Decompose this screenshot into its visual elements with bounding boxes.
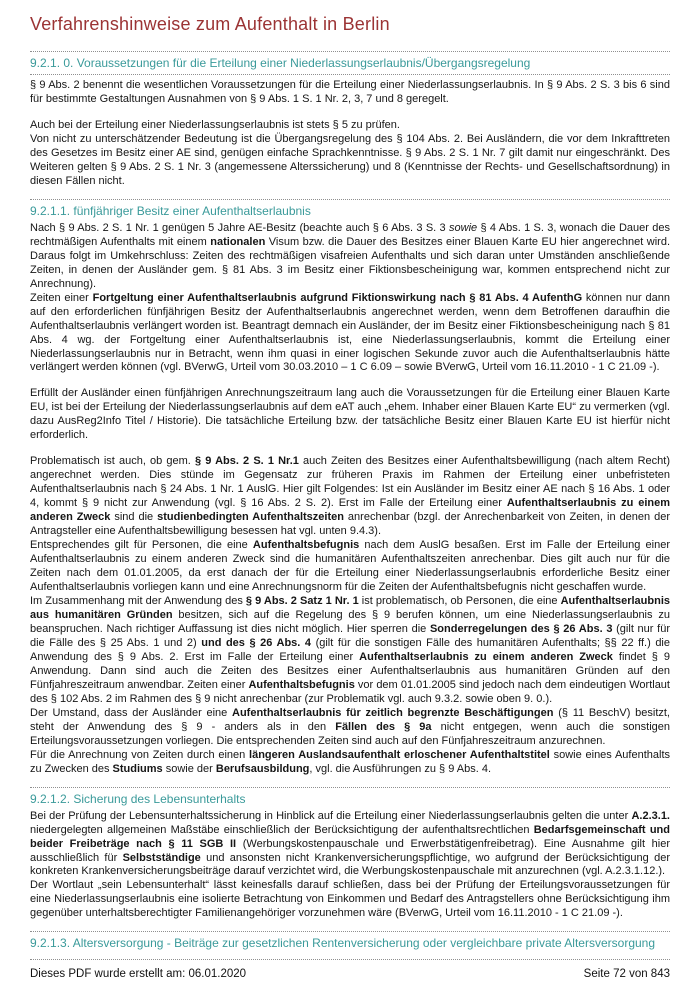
text: sowie der — [162, 762, 216, 775]
bold-text: Studiums — [112, 762, 163, 775]
page-footer — [30, 959, 670, 990]
paragraph — [30, 119, 670, 133]
paragraph — [30, 387, 670, 443]
text: (Werbungskostenpauschale und Erwerbstätigenfreibetrag). Eine Ausnahme gilt hier ausschließlich für — [30, 837, 670, 864]
bold-text: nationalen — [210, 235, 266, 248]
text: Auch bei der Erteilung einer Niederlassungserlaubnis ist stets § 5 zu prüfen. — [30, 118, 400, 131]
text: Entsprechendes gilt für Personen, die eine — [30, 539, 253, 552]
bold-text: längeren Auslandsaufenthalt erloschener Aufenthaltstitel — [249, 748, 550, 761]
text: vor dem 01.01.2005 sind jedoch nach dem eindeutigen Wortlaut des § 102 Abs. 2 im Rahmen des § 9 nicht anrechenbar (zur Problematik vgl. auch 9.3.2. sowie oben 9. 0.). — [30, 678, 670, 705]
bold-text: Aufenthaltserlaubnis aus humanitären Gründen — [30, 595, 670, 621]
bold-text: Aufenthaltsbefugnis — [252, 539, 360, 552]
paragraph — [30, 749, 670, 777]
text: Für die Anrechnung von Zeiten durch einen — [30, 748, 250, 761]
text: Zeiten einer — [30, 291, 93, 304]
section-heading: 9.2.1.1. fünfjähriger Besitz einer Aufenthaltserlaubnis — [30, 199, 670, 218]
paragraph — [30, 455, 670, 539]
text: Der Wortlaut „sein Lebensunterhalt“ lässt keinesfalls darauf schließen, dass bei der Prüfung der Erteilungsvoraussetzungen für eine Niederlassungserlaubnis eine isolierte Betrachtung von Einkommen und Bedarf des Antragstellers ohne Berücksichtigung ihm gegenüber unterhaltsberechtigter Familienangehöriger vorzunehmen wäre (BVerwG, Urteil vom 16.11.2010 - 1 C 21.09 -). — [30, 879, 670, 920]
bold-text: § 9 Abs. 2 S. 1 Nr.1 — [194, 455, 299, 468]
paragraph — [30, 810, 670, 880]
text: (§ 11 BeschV) besitzt, steht der Anwendung des § 9 - anders als in den — [30, 706, 670, 733]
section-heading: 9.2.1.2. Sicherung des Lebensunterhalts — [30, 787, 670, 806]
text: sowie eines Aufenthalts zu Zwecken des — [30, 748, 670, 775]
bold-text: Aufenthaltserlaubnis zu einem anderen Zweck — [359, 650, 613, 663]
text: § 9 Abs. 2 benennt die wesentlichen Voraussetzungen für die Erteilung einer Niederlassungserlaubnis. In § 9 Abs. 2 S. 3 bis 6 sind für bestimmte Gestaltungen Ausnahmen von § 9 Abs. 1 S. 1 Nr. 2, 3, 7 und 8 geregelt. — [30, 79, 670, 105]
text: sind die — [110, 511, 158, 524]
text: nach dem AuslG besaßen. Erst im Falle der Erteilung einer Aufenthaltserlaubnis zu einem anderen Zweck sind die humanitären Aufenthaltszeiten anrechenbar. Dies gilt auch nur für die Zeiten nach dem 01.01.2005, da erst danach der für die Erteilung einer Niederlassungserlaubnis erforderliche Besitz einer Aufenthaltserlaubnis vorliegen kann und eine Anrechnungsnorm für die Zeiten der Aufenthaltsbefugnis nicht geschaffen wurde. — [30, 539, 670, 594]
text: nicht entgegen, wenn auch die sonstigen Erteilungsvoraussetzungen vorliegen. Die entsprechenden Zeiten sind auch auf den Fünfjahreszeitraum anzurechnen. — [30, 720, 670, 747]
bold-text: und des § 26 Abs. 4 — [201, 636, 312, 649]
document-title: Verfahrenshinweise zum Aufenthalt in Berlin — [30, 14, 390, 34]
text: können nur dann auf den erforderlichen fünfjährigen Besitz der Aufenthaltserlaubnis angerechnet werden, wenn dem Betroffenen daraufhin die Aufenthaltserlaubnis verlängert worden ist. Beantragt demnach ein Ausländer, der im Besitz einer Fiktionsbescheinigung nach § 81 Abs. 4 wg. der Fortgeltung einer Aufenthaltserlaubnis ist, eine Niederlassungserlaubnis, kommt die Erteilung einer Niederlassungserlaubnis nur in Betracht, wenn ihm quasi in einer logischen Sekunde zuvor auch die Aufenthaltserlaubnis hätte verlängert werden können (vgl. BVerwG, Urteil vom 30.03.2010 – 1 C 6.09 – sowie BVerwG, Urteil vom 16.11.2010 - 1 C 21.09 -). — [30, 291, 670, 374]
bold-text: Berufsausbildung — [215, 762, 310, 775]
paragraph — [30, 133, 670, 189]
text: Bei der Prüfung der Lebensunterhaltssicherung in Hinblick auf die Erteilung einer Niederlassungserlaubnis gelten die unter — [30, 809, 632, 822]
italic-text: sowie — [449, 221, 478, 234]
bold-text: Fortgeltung einer Aufenthaltserlaubnis aufgrund Fiktionswirkung nach § 81 Abs. 4 AufenthG — [92, 291, 583, 304]
paragraph — [30, 79, 670, 107]
paragraph — [30, 879, 670, 921]
text: Von nicht zu unterschätzender Bedeutung ist die Übergangsregelung des § 104 Abs. 2. Bei Ausländern, die vor dem Inkrafttreten des Gesetzes im Besitz einer AE sind, genügen einfache Sprachkenntnisse. § 9 Abs. 2 S. 1 Nr. 7 gilt damit nur eingeschränkt. Des Weiteren gelten § 9 Abs. 2 S. 1 Nr. 3 (angemessene Alterssicherung) und 8 (Kenntnisse der Rechts- und Gesellschaftsordnung) in diesen Fällen nicht. — [30, 132, 670, 187]
bold-text: Fällen des § 9a — [335, 720, 432, 733]
bold-text: studienbedingten Aufenthaltszeiten — [157, 511, 344, 524]
bold-text: Aufenthaltserlaubnis für zeitlich begrenzte Beschäftigungen — [232, 706, 554, 719]
text: , vgl. die Ausführungen zu § 9 Abs. 4. — [309, 762, 492, 775]
text: und ansonsten nicht Krankenversicherungspflichtige, wo aufgrund der Berücksichtigung der konkreten Krankenversicherungsbeiträge darauf verzichtet wird, die Werbungskostenpauschale mit anzurechnen (vgl. A.2.3.1.12.). — [30, 851, 670, 878]
paragraph — [30, 539, 670, 595]
section-heading: 9.2.1. 0. Voraussetzungen für die Erteilung einer Niederlassungserlaubnis/Übergangsregelung — [30, 51, 670, 75]
text: ist problematisch, ob Personen, die eine — [358, 595, 561, 607]
paragraph — [30, 222, 670, 292]
text: Erfüllt der Ausländer einen fünfjährigen Anrechnungszeitraum lang auch die Voraussetzungen für die Erteilung einer Blauen Karte EU, ist bei der Erteilung der Niederlassungserlaubnis auf dem eAT auch „ehem. Inhaber einer Blauen Karte EU“ zu vermerken (vgl. dazu AusReg2Info Titel / Historie). Die tatsächliche Erteilung bzw. der tatsächliche Besitz einer Blauen Karte EU ist hierfür nicht erforderlich. — [30, 387, 670, 442]
bold-text: Aufenthaltsbefugnis — [248, 678, 355, 691]
text: Der Umstand, dass der Ausländer eine — [30, 706, 233, 719]
bold-text: Selbstständige — [122, 851, 201, 864]
bold-text: Aufenthaltserlaubnis zu einem anderen Zweck — [30, 497, 670, 524]
text: anrechenbar (bzgl. der Anrechenbarkeit von Zeiten, in denen der Antragsteller eine Aufenthaltsbewilligung besessen hat vgl. unten 9.4.3). — [30, 511, 670, 538]
paragraph — [30, 595, 670, 707]
text: § 4 Abs. 1 S. 3, wonach die Dauer des rechtmäßigen Aufenthalts mit einem — [30, 221, 670, 248]
bold-text: A.2.3.1. — [631, 809, 670, 822]
text: (gilt nur für die Fälle des § 25 Abs. 1 und 2) — [30, 622, 670, 649]
footer-created-date: Dieses PDF wurde erstellt am: 06.01.2020 — [30, 968, 247, 980]
text: findet § 9 Anwendung. Dann sind auch die Zeiten des Besitzes einer Aufenthaltserlaubnis aus humanitären Gründen auf den Fünfjahreszeitraum anwendbar. Zeiten einer — [30, 650, 670, 691]
text: Nach § 9 Abs. 2 S. 1 Nr. 1 genügen 5 Jahre AE-Besitz (beachte auch § 6 Abs. 3 S. 3 — [30, 221, 450, 234]
text: besitzen, sich auf die Regelung des § 9 berufen können, um eine Niederlassungserlaubnis zu beanspruchen. Nach richtiger Auffassung ist dies nicht möglich. Hier sperren die — [30, 608, 670, 635]
text: (gilt für die sonstigen Fälle des humanitären Aufenthalts; §§ 22 ff.) die Anwendung des § 9 Abs. 2. Erst im Falle der Erteilung einer — [30, 636, 670, 663]
text: Im Zusammenhang mit der Anwendung des — [30, 595, 246, 607]
bold-text: § 9 Abs. 2 Satz 1 Nr. 1 — [245, 595, 359, 607]
bold-text: Bedarfsgemeinschaft und beider Freibeträge nach § 11 SGB II — [30, 823, 670, 850]
section-heading: 9.2.1.3. Altersversorgung - Beiträge zur gesetzlichen Rentenversicherung oder vergleichbare private Altersversorgung — [30, 931, 670, 950]
footer-page-number: Seite 72 von 843 — [583, 968, 670, 980]
text: Visum bzw. die Dauer des Besitzes einer Blauen Karte EU hier angerechnet wird. Daraus folgt im Umkehrschluss: Zeiten des rechtmäßigen visafreien Aufenthalts und sich daran unter Umständen anschließende Zeiten, in denen der Ausländer gem. § 81 Abs. 3 im Besitz einer Fiktionsbescheinigung war, kommen entsprechend nicht zur Anrechnung). — [30, 235, 671, 290]
text: niedergelegten allgemeinen Maßstäbe einschließlich der Berücksichtigung der aufenthaltsrechtlichen — [30, 823, 534, 836]
document-content — [30, 41, 670, 949]
paragraph — [30, 292, 670, 376]
text: auch Zeiten des Besitzes einer Aufenthaltsbewilligung (nach altem Recht) angerechnet werden. Dies stünde im Gegensatz zur früheren Praxis im Rahmen der Erteilung einer unbefristeten Aufenthaltserlaubnis nach § 24 Abs. 1 Nr. 1 AuslG. Hier gilt Folgendes: Ist ein Ausländer im Besitz einer AE nach § 16 Abs. 1 oder 4, kommt § 9 nicht zur Anwendung (vgl. § 16 Abs. 2 S. 2). Erst im Falle der Erteilung einer — [30, 455, 671, 510]
text: Problematisch ist auch, ob gem. — [30, 455, 195, 468]
paragraph — [30, 707, 670, 749]
bold-text: Sonderregelungen des § 26 Abs. 3 — [429, 622, 613, 635]
